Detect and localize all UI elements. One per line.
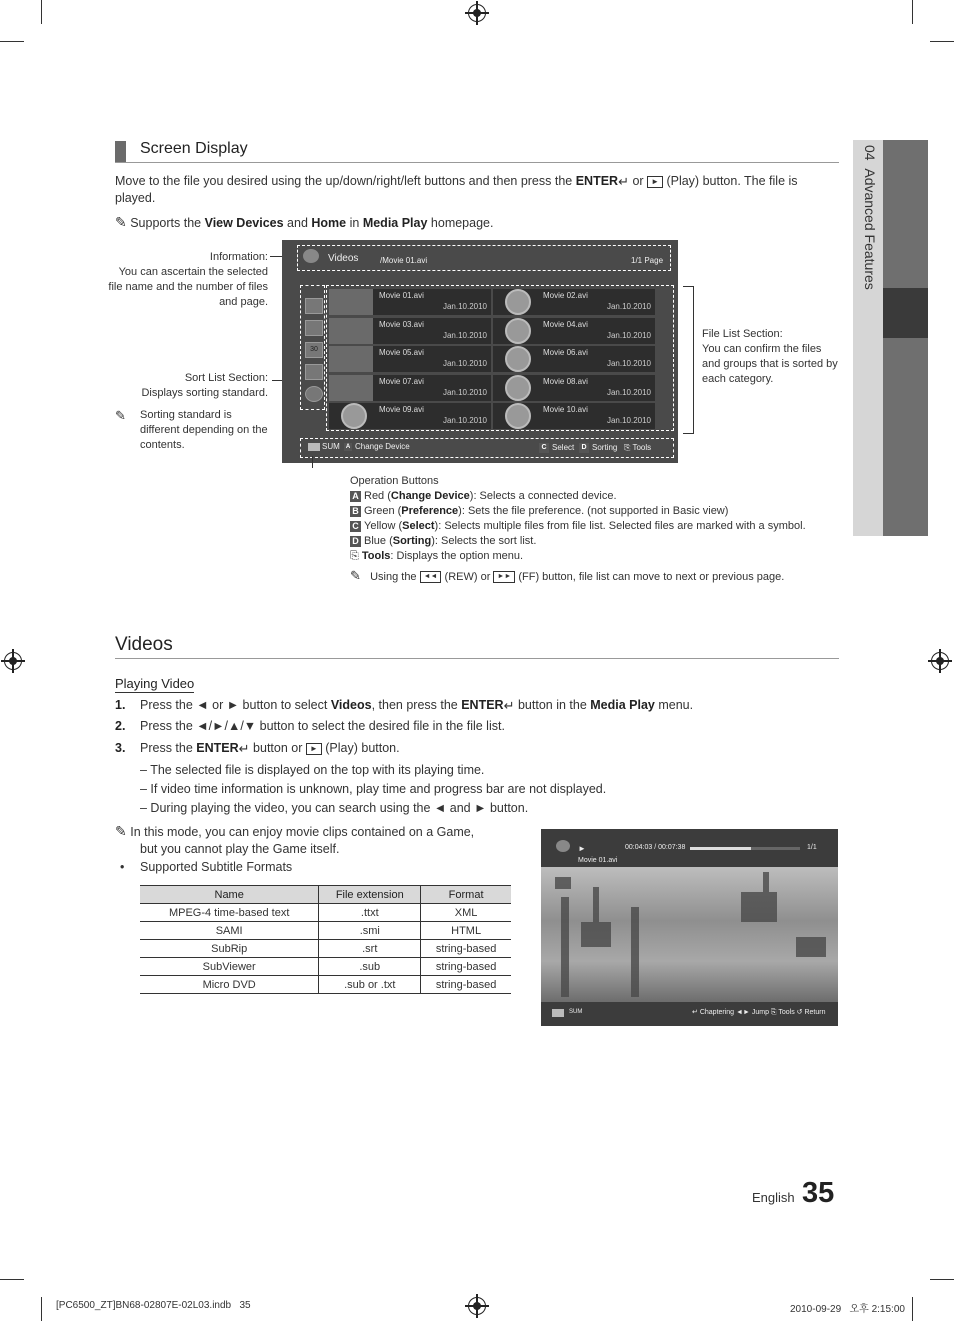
table-cell: .srt	[319, 940, 421, 958]
file-date: Jan.10.2010	[442, 330, 487, 340]
jump-button[interactable]: Jump	[751, 1009, 769, 1016]
rew-icon: ◄◄	[420, 571, 442, 583]
thumbnail	[329, 375, 373, 401]
ff-icon: ►►	[493, 571, 515, 583]
color-key-icon: D	[350, 536, 361, 547]
step-2: 2. Press the ◄/►/▲/▼ button to select the desired file in the file list.	[115, 719, 505, 733]
film-reel-icon	[505, 346, 531, 372]
thumbnail	[329, 318, 373, 344]
return-button[interactable]: Return	[804, 1009, 826, 1016]
enter-icon: ↵	[618, 174, 629, 190]
calendar-icon[interactable]: 30	[305, 342, 323, 358]
sum-icon	[552, 1009, 564, 1017]
crop-mark	[930, 1279, 954, 1280]
file-item[interactable]	[493, 346, 655, 372]
operation-buttons	[350, 474, 830, 564]
divider	[115, 162, 839, 163]
table-cell: MPEG-4 time-based text	[140, 904, 319, 922]
film-reel-icon	[505, 289, 531, 315]
crop-mark	[41, 0, 42, 24]
bracket	[683, 286, 694, 434]
intro-text: Move to the file you desired using the up/down/right/left buttons and then press the ENTER↵ or ► (Play) button. The file is played.	[115, 174, 798, 206]
return-icon: ↺	[796, 1009, 803, 1016]
subtitle-formats-table	[140, 885, 511, 994]
table-row	[140, 958, 511, 976]
file-date: Jan.10.2010	[606, 387, 651, 397]
file-date: Jan.10.2010	[442, 416, 487, 425]
play-icon: ►	[306, 743, 322, 755]
file-date: Jan.10.2010	[442, 302, 487, 311]
operation-row: A Red (Change Device): Selects a connected device.	[350, 489, 830, 504]
tv-sum: SUM	[322, 442, 340, 451]
table-row	[140, 940, 511, 958]
registration-mark-icon	[468, 4, 486, 22]
file-name: Movie 01.avi	[379, 291, 424, 300]
side-tab-dark	[883, 140, 928, 288]
file-name: Movie 07.avi	[379, 376, 424, 386]
crop-mark	[912, 0, 913, 24]
sort-callout: Sort List Section: Displays sorting standard.	[141, 372, 268, 399]
color-key-icon: A	[350, 491, 361, 502]
file-item[interactable]	[329, 403, 491, 429]
footer-file: [PC6500_ZT]BN68-02807E-02L03.indb 35	[56, 1300, 251, 1311]
registration-mark-icon	[4, 652, 22, 670]
side-tab-active	[883, 288, 928, 338]
crop-mark	[0, 1279, 24, 1280]
table-cell: .smi	[319, 922, 421, 940]
bullet-item: • Supported Subtitle Formats	[120, 860, 293, 874]
tv-page: 1/1 Page	[631, 256, 664, 265]
operation-note: ✎ Using the ◄◄ (REW) or ►► (FF) button, file list can move to next or previous page.	[350, 568, 785, 583]
operation-row: C Yellow (Select): Selects multiple files from file list. Selected files are marked with a symbol.	[350, 519, 830, 534]
sorting-button[interactable]: D Sorting	[579, 443, 617, 453]
operation-row: D Blue (Sorting): Selects the sort list.	[350, 534, 830, 549]
folder-icon[interactable]	[305, 298, 323, 314]
file-date: Jan.10.2010	[442, 359, 487, 368]
player-controls	[692, 1008, 826, 1017]
file-date: Jan.10.2010	[606, 416, 651, 425]
crop-mark	[930, 41, 954, 42]
change-device-button[interactable]: A Change Device	[345, 442, 410, 451]
file-count: 1/1	[807, 844, 817, 851]
section-title: Screen Display	[140, 140, 248, 157]
chaptering-button[interactable]: Chaptering	[699, 1009, 735, 1016]
section-marker	[115, 141, 126, 162]
thumbnail	[329, 346, 373, 372]
videos-icon	[303, 249, 319, 263]
file-list-callout: File List Section: You can confirm the files and groups that is sorted by each category.	[702, 328, 838, 385]
registration-mark-icon	[468, 1297, 486, 1315]
crop-mark	[41, 1297, 42, 1321]
file-item[interactable]	[329, 289, 491, 315]
table-cell: .sub or .txt	[319, 976, 421, 994]
playing-file: Movie 01.avi	[578, 857, 618, 864]
note-icon: ✎	[115, 823, 127, 839]
tools-icon: ⎘	[770, 1009, 777, 1016]
info-callout: Information: You can ascertain the selected file name and the number of files and page.	[108, 251, 268, 308]
tv-category: Videos	[328, 253, 359, 264]
table-header: File extension	[319, 886, 421, 904]
file-name: Movie 02.avi	[543, 291, 588, 300]
table-row	[140, 904, 511, 922]
tv2-sum: SUM	[569, 1009, 583, 1015]
footer-language: English	[752, 1190, 795, 1205]
operation-row: B Green (Preference): Sets the file preference. (not supported in Basic view)	[350, 504, 830, 519]
operation-heading: Operation Buttons	[350, 475, 439, 487]
crop-mark	[0, 41, 24, 42]
left-right-icon: ◄►	[736, 1009, 750, 1016]
table-cell: SAMI	[140, 922, 319, 940]
table-cell: SubViewer	[140, 958, 319, 976]
file-date: Jan.10.2010	[606, 330, 651, 340]
table-cell: Micro DVD	[140, 976, 319, 994]
file-item[interactable]	[329, 318, 491, 344]
footer-date: 2010-09-29 오후 2:15:00	[790, 1304, 905, 1315]
table-cell: .sub	[319, 958, 421, 976]
play-time: 00:04:03 / 00:07:38	[625, 844, 686, 851]
table-cell: XML	[421, 904, 511, 922]
table-row	[140, 976, 511, 994]
tools-button[interactable]: ⎘ Tools	[624, 443, 652, 452]
divider	[115, 658, 839, 659]
table-cell: string-based	[421, 976, 511, 994]
side-tab-dark	[883, 338, 928, 536]
note-icon: ✎	[350, 568, 361, 583]
sum-icon	[308, 443, 320, 451]
file-name: Movie 03.avi	[379, 319, 424, 329]
file-date: Jan.10.2010	[606, 359, 651, 368]
color-key-icon: C	[350, 521, 361, 532]
file-item[interactable]	[493, 375, 655, 401]
progress-fill	[690, 847, 751, 850]
table-cell: .ttxt	[319, 904, 421, 922]
file-item[interactable]	[493, 289, 655, 315]
play-status-icon: ►	[578, 844, 586, 853]
file-name: Movie 04.avi	[543, 319, 588, 329]
tools-icon: ⎘	[350, 550, 359, 562]
progress-bar[interactable]	[690, 847, 800, 850]
videos-note: ✎ In this mode, you can enjoy movie clips contained on a Game, but you cannot play the Game itself.	[115, 823, 475, 856]
film-reel-icon	[341, 403, 367, 429]
file-date: Jan.10.2010	[606, 302, 651, 311]
table-cell: string-based	[421, 940, 511, 958]
crop-mark	[912, 1297, 913, 1321]
videos-icon	[556, 840, 570, 852]
image-icon[interactable]	[305, 320, 323, 336]
tv-path: /Movie 01.avi	[380, 256, 428, 265]
detail-2: – If video time information is unknown, play time and progress bar are not displayed.	[140, 782, 607, 796]
color-key-icon: B	[350, 506, 361, 517]
detail-1: – The selected file is displayed on the top with its playing time.	[140, 763, 485, 777]
file-date: Jan.10.2010	[442, 387, 487, 397]
file-item[interactable]	[493, 318, 655, 344]
file-name: Movie 06.avi	[543, 348, 588, 357]
bullet-icon: •	[120, 860, 125, 874]
playing-video-heading: Playing Video	[115, 676, 195, 691]
detail-3: – During playing the video, you can search using the ◄ and ► button.	[140, 801, 529, 815]
file-item[interactable]	[329, 346, 491, 372]
note-icon: ✎	[115, 408, 126, 423]
side-tab-label: 04 Advanced Features	[862, 145, 878, 290]
film-reel-icon	[505, 375, 531, 401]
file-name: Movie 08.avi	[543, 376, 588, 386]
note: ✎ Supports the View Devices and Home in Media Play homepage.	[115, 214, 494, 230]
note-icon: ✎	[115, 214, 127, 230]
tools-icon: ⎘	[624, 443, 633, 452]
table-header: Format	[421, 886, 511, 904]
page-number: 35	[802, 1177, 835, 1209]
user-icon[interactable]	[305, 364, 323, 380]
table-cell: SubRip	[140, 940, 319, 958]
file-name: Movie 09.avi	[379, 405, 424, 414]
enter-icon: ↵	[238, 741, 250, 757]
play-icon: ►	[647, 176, 663, 188]
film-reel-icon	[505, 318, 531, 344]
operation-row-tools: ⎘ Tools: Displays the option menu.	[350, 550, 524, 562]
star-icon[interactable]	[305, 386, 323, 402]
file-item[interactable]	[329, 375, 491, 401]
select-button[interactable]: C Select	[539, 443, 574, 453]
table-row	[140, 922, 511, 940]
film-reel-icon	[505, 403, 531, 429]
enter-icon: ↵	[503, 698, 515, 714]
file-name: Movie 05.avi	[379, 348, 424, 357]
sort-note: ✎ Sorting standard is different depending on the contents.	[115, 408, 268, 451]
table-cell: string-based	[421, 958, 511, 976]
registration-mark-icon	[931, 652, 949, 670]
videos-title: Videos	[115, 634, 173, 655]
step-3: 3. Press the ENTER↵ button or ► (Play) button.	[115, 741, 400, 757]
thumbnail	[329, 289, 373, 315]
step-1: 1. Press the ◄ or ► button to select Videos, then press the ENTER↵ button in the Media Play menu.	[115, 698, 694, 714]
tools-button[interactable]: Tools	[778, 1009, 795, 1016]
table-cell: HTML	[421, 922, 511, 940]
giraffe-scene	[541, 867, 838, 1002]
file-item[interactable]	[493, 403, 655, 429]
file-name: Movie 10.avi	[543, 405, 588, 414]
table-header: Name	[140, 886, 319, 904]
leader-line	[312, 456, 313, 468]
video-frame	[541, 867, 838, 1002]
enter-icon: ↵	[692, 1009, 698, 1016]
